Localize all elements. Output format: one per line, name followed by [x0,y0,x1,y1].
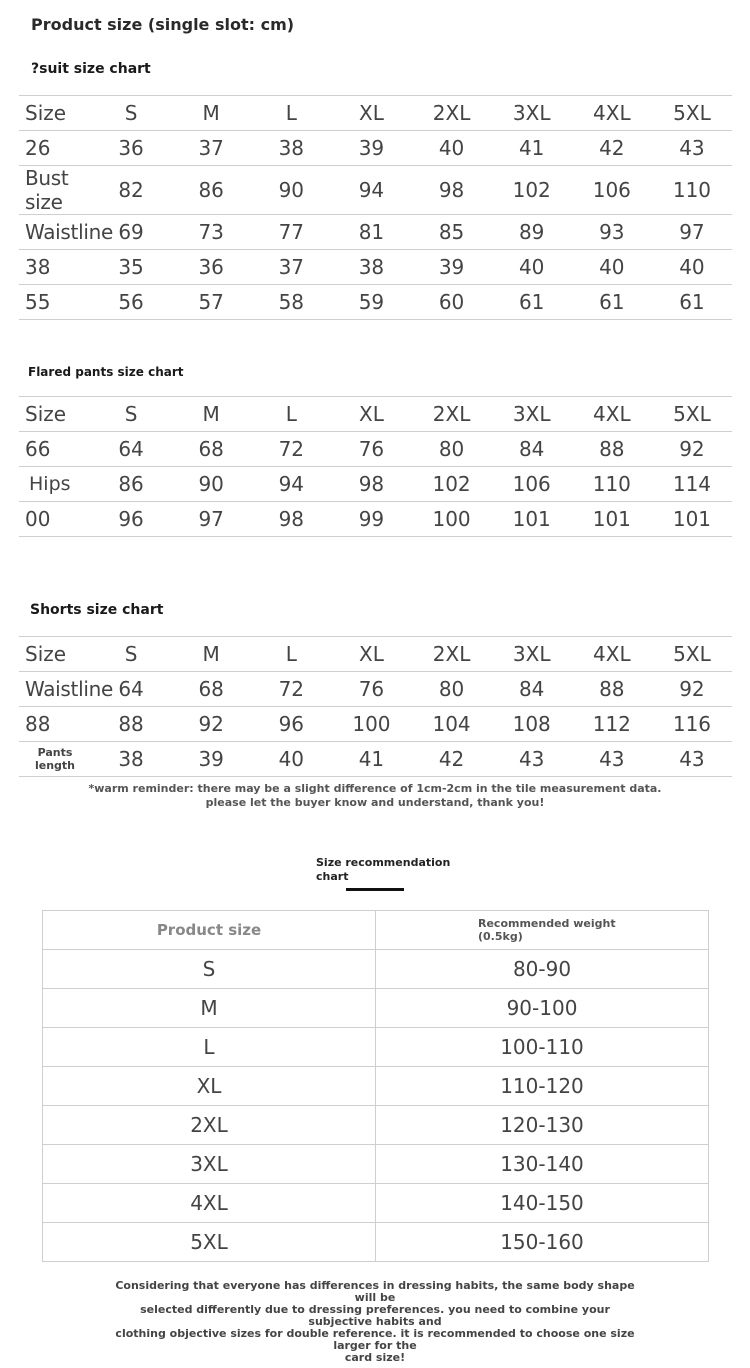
footer-note [110,1280,640,1364]
table-row [43,1067,709,1106]
size-cell: 2XL [412,397,492,432]
size-cell: XL [331,637,411,672]
table-row [19,215,732,250]
value-cell: 106 [572,166,652,215]
value-cell: 98 [331,467,411,502]
value-cell: 73 [171,215,251,250]
table-row [19,250,732,285]
value-cell: 43 [652,131,732,166]
weight-cell: 120-130 [376,1106,709,1145]
value-cell: 37 [251,250,331,285]
size-cell: S [91,637,171,672]
row-label: 66 [19,432,91,467]
value-cell: 112 [572,707,652,742]
value-cell: 68 [171,672,251,707]
value-cell: 86 [171,166,251,215]
value-cell: 38 [331,250,411,285]
value-cell: 43 [492,742,572,777]
value-cell: 96 [251,707,331,742]
value-cell: 88 [91,707,171,742]
size-cell: M [171,637,251,672]
footer-line1: Considering that everyone has differences in dressing habits, the same body shape will be [115,1279,635,1304]
value-cell: 98 [251,502,331,537]
row-label: Waistline [19,215,91,250]
value-cell: 64 [91,432,171,467]
value-cell: 59 [331,285,411,320]
weight-cell: 90-100 [376,989,709,1028]
weight-cell: 150-160 [376,1223,709,1262]
value-cell: 110 [572,467,652,502]
value-cell: 80 [412,672,492,707]
value-cell: 38 [251,131,331,166]
weight-cell: 140-150 [376,1184,709,1223]
row-label-line2: length [34,759,76,772]
value-cell: 80 [412,432,492,467]
value-cell: 101 [492,502,572,537]
value-cell: 108 [492,707,572,742]
size-cell: L [251,397,331,432]
weight-header-line1: Recommended weight [478,917,616,930]
size-cell: S [43,950,376,989]
value-cell: 98 [412,166,492,215]
value-cell: 43 [572,742,652,777]
value-cell: 36 [91,131,171,166]
flared-header-row [19,397,732,432]
recommendation-table [42,910,709,1262]
suit-header-row [19,96,732,131]
value-cell: 93 [572,215,652,250]
value-cell: 101 [652,502,732,537]
footer-line2: selected differently due to dressing preferences. you need to combine your subjective habits and [140,1303,610,1328]
value-cell: 64 [91,672,171,707]
product-size-header: Product size [43,911,376,950]
table-row [43,1145,709,1184]
value-cell: 90 [251,166,331,215]
weight-cell: 130-140 [376,1145,709,1184]
size-cell: S [91,397,171,432]
size-cell: 3XL [492,96,572,131]
size-cell: 5XL [652,637,732,672]
table-row [19,502,732,537]
size-cell: 4XL [43,1184,376,1223]
row-label [19,742,91,777]
value-cell: 40 [412,131,492,166]
value-cell: 76 [331,432,411,467]
value-cell: 68 [171,432,251,467]
size-cell: 3XL [492,637,572,672]
value-cell: 77 [251,215,331,250]
value-cell: 76 [331,672,411,707]
reminder-line2: please let the buyer know and understand, thank you! [205,796,545,809]
value-cell: 92 [652,432,732,467]
table-row [43,1028,709,1067]
value-cell: 39 [412,250,492,285]
row-label: 38 [19,250,91,285]
size-cell: M [43,989,376,1028]
value-cell: 57 [171,285,251,320]
value-cell: 94 [251,467,331,502]
size-cell: 4XL [572,637,652,672]
size-cell: XL [331,397,411,432]
flared-size-table [19,396,732,537]
table-row [19,672,732,707]
value-cell: 61 [492,285,572,320]
value-cell: 40 [492,250,572,285]
table-row [19,707,732,742]
suit-size-label: Size [19,96,91,131]
value-cell: 96 [91,502,171,537]
value-cell: 39 [331,131,411,166]
value-cell: 56 [91,285,171,320]
size-cell: XL [43,1067,376,1106]
size-cell: 5XL [652,96,732,131]
table-row [19,166,732,215]
row-label: 00 [19,502,91,537]
table-row [43,1106,709,1145]
weight-cell: 100-110 [376,1028,709,1067]
table-row [43,1184,709,1223]
flared-size-label: Size [19,397,91,432]
footer-line3: clothing objective sizes for double reference. it is recommended to choose one size larger for the [115,1327,635,1352]
size-cell: 2XL [412,96,492,131]
row-label: 55 [19,285,91,320]
value-cell: 88 [572,672,652,707]
value-cell: 40 [251,742,331,777]
value-cell: 102 [412,467,492,502]
size-cell: L [251,96,331,131]
size-cell: L [251,637,331,672]
value-cell: 104 [412,707,492,742]
value-cell: 90 [171,467,251,502]
value-cell: 69 [91,215,171,250]
value-cell: 94 [331,166,411,215]
row-label: Waistline [19,672,91,707]
value-cell: 61 [572,285,652,320]
size-cell: 5XL [43,1223,376,1262]
size-cell: 2XL [412,637,492,672]
value-cell: 101 [572,502,652,537]
shorts-size-label: Size [19,637,91,672]
size-cell: S [91,96,171,131]
value-cell: 81 [331,215,411,250]
value-cell: 41 [492,131,572,166]
value-cell: 72 [251,672,331,707]
table-row [19,131,732,166]
warm-reminder [0,782,750,810]
value-cell: 100 [412,502,492,537]
table-row [19,467,732,502]
shorts-header-row [19,637,732,672]
table-row [19,285,732,320]
weight-cell: 110-120 [376,1067,709,1106]
value-cell: 36 [171,250,251,285]
suit-size-table [19,95,732,320]
recommendation-title-line1: Size recommendation [316,856,451,869]
size-cell: M [171,96,251,131]
value-cell: 86 [91,467,171,502]
size-cell: 4XL [572,397,652,432]
value-cell: 72 [251,432,331,467]
table-row [19,432,732,467]
row-label: 26 [19,131,91,166]
value-cell: 37 [171,131,251,166]
value-cell: 84 [492,432,572,467]
table-row [19,742,732,777]
value-cell: 100 [331,707,411,742]
value-cell: 102 [492,166,572,215]
shorts-size-table [19,636,732,777]
value-cell: 42 [572,131,652,166]
table-row [43,989,709,1028]
value-cell: 39 [171,742,251,777]
row-label: 88 [19,707,91,742]
shorts-chart-title: Shorts size chart [30,602,164,618]
value-cell: 92 [171,707,251,742]
value-cell: 43 [652,742,732,777]
flared-chart-title: Flared pants size chart [28,365,184,379]
row-label: Hips [19,467,91,502]
value-cell: 97 [652,215,732,250]
value-cell: 40 [572,250,652,285]
table-row [43,950,709,989]
size-cell: 3XL [492,397,572,432]
reminder-line1: *warm reminder: there may be a slight difference of 1cm-2cm in the tile measurement data. [88,782,662,795]
value-cell: 97 [171,502,251,537]
value-cell: 85 [412,215,492,250]
size-cell: 3XL [43,1145,376,1184]
size-cell: 4XL [572,96,652,131]
value-cell: 110 [652,166,732,215]
value-cell: 89 [492,215,572,250]
value-cell: 58 [251,285,331,320]
value-cell: 40 [652,250,732,285]
value-cell: 41 [331,742,411,777]
row-label: Bust size [19,166,91,215]
weight-cell: 80-90 [376,950,709,989]
weight-header [376,911,709,950]
row-label-line1: Pants [37,746,73,759]
value-cell: 106 [492,467,572,502]
value-cell: 84 [492,672,572,707]
size-cell: 2XL [43,1106,376,1145]
value-cell: 116 [652,707,732,742]
value-cell: 82 [91,166,171,215]
weight-header-line2: (0.5kg) [478,930,523,943]
value-cell: 60 [412,285,492,320]
suit-chart-title: ?suit size chart [31,61,151,77]
value-cell: 92 [652,672,732,707]
value-cell: 35 [91,250,171,285]
recommendation-title-line2: chart [316,870,349,883]
recommendation-header-row [43,911,709,950]
size-cell: 5XL [652,397,732,432]
value-cell: 61 [652,285,732,320]
value-cell: 99 [331,502,411,537]
title-underline [346,888,404,891]
table-row [43,1223,709,1262]
value-cell: 38 [91,742,171,777]
value-cell: 114 [652,467,732,502]
value-cell: 42 [412,742,492,777]
recommendation-title [316,856,450,884]
size-cell: M [171,397,251,432]
size-cell: XL [331,96,411,131]
footer-line4: card size! [344,1351,406,1364]
size-cell: L [43,1028,376,1067]
value-cell: 88 [572,432,652,467]
page-title: Product size (single slot: cm) [31,15,295,34]
